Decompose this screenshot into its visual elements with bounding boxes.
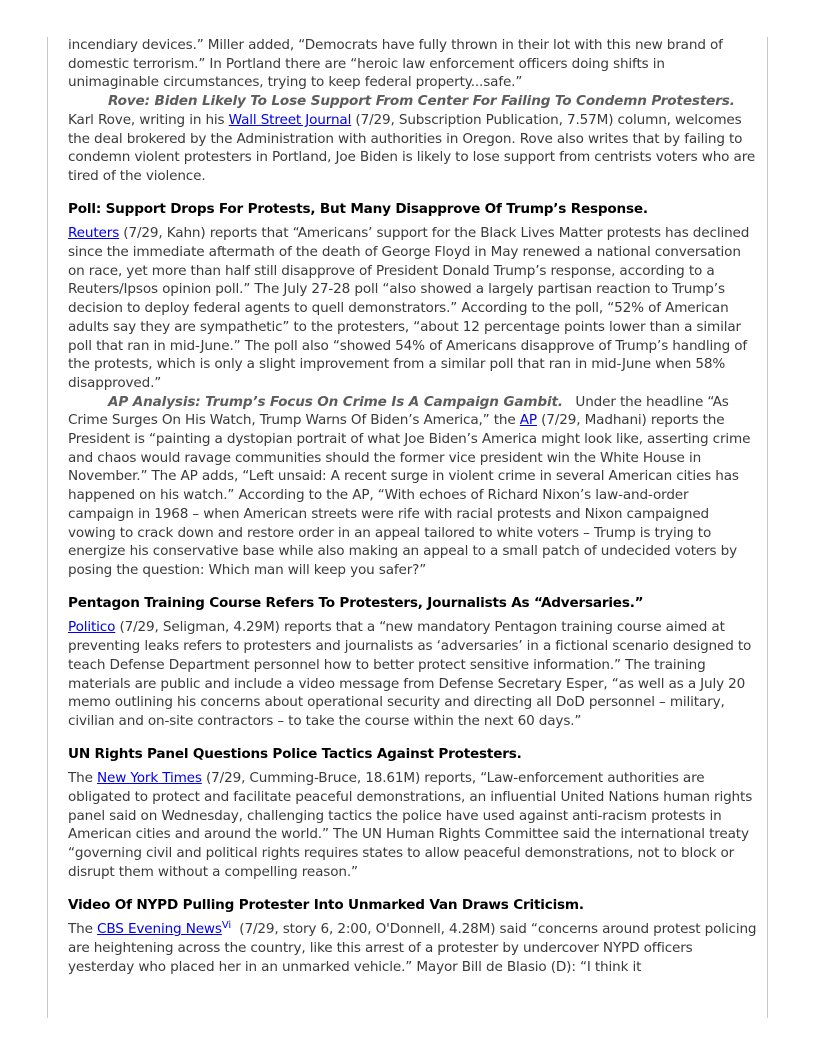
paragraph-cbs [68,920,761,976]
link-reuters[interactable]: Reuters [68,225,120,242]
link-ap[interactable]: AP [519,412,537,429]
heading-poll: Poll: Support Drops For Protests, But Many Disapprove Of Trump’s Response. [68,200,648,217]
runin-headline-rove: Rove: Biden Likely To Lose Support From Center For Failing To Condemn Protesters. [108,93,735,110]
politico-text: (7/29, Seligman, 4.29M) reports that a “new mandatory Pentagon training course aimed at preventing leaks refers to protesters and journalists as ‘adversaries’ in a fictional scenario designed to teach Defense Department personnel how to better protect sensitive information.” The training materials are public and include a video message from Defense Secretary Esper, “as well as a July 20 memo outlining his concerns about operational security and directing all DoD personnel – military, civilian and on-site contractors – to take the course within the next 60 days.” [68,619,752,729]
heading-nypd-video: Video Of NYPD Pulling Protester Into Unmarked Van Draws Criticism. [68,896,584,913]
heading-un-rights: UN Rights Panel Questions Police Tactics Against Protesters. [68,745,522,762]
rove-text-pre: Karl Rove, writing in his [68,93,748,128]
document-body [68,36,761,976]
cbs-text-pre: The [68,921,98,938]
link-cbs-evening-news[interactable]: CBS Evening News [97,921,222,938]
paragraph-reuters [68,224,758,392]
paragraph-ap-analysis [68,393,758,580]
paragraph-rove [68,92,758,186]
nyt-text-pre: The [68,770,98,787]
cbs-text: (7/29, story 6, 2:00, O'Donnell, 4.28M) said “concerns around protest policing are heightening across the country, like this arrest of a protester by undercover NYPD officers yesterday who placed her in an unmarked vehicle.” Mayor Bill de Blasio (D): “I think it [68,921,761,975]
link-wall-street-journal[interactable]: Wall Street Journal [228,111,352,128]
nyt-text: (7/29, Cumming-Bruce, 18.61M) reports, “Law-enforcement authorities are obligated to protect and facilitate peaceful demonstrations, an influential United Nations human rights panel said on Wednesday, challenging tactics the police have used against anti-racism protests in American cities and around the world.” The UN Human Rights Committee said the international treaty “governing civil and political rights requires states to allow peaceful demonstrations, not to block or disrupt them without a compelling reason.” [68,770,753,880]
heading-pentagon: Pentagon Training Course Refers To Protesters, Journalists As “Adversaries.” [68,594,644,611]
paragraph-nyt [68,769,758,881]
paragraph-politico [68,618,758,730]
ap-text-post: (7/29, Madhani) reports the President is “painting a dystopian portrait of what Joe Biden’s America might look like, asserting crime and chaos would ravage communities should the former vice president win the White House in November.” The AP adds, “Left unsaid: A recent surge in violent crime in several American cities has happened on his watch.” According to the AP, “With echoes of Richard Nixon’s law-and-order campaign in 1968 – when American streets were rife with racial protests and Nixon campaigned vowing to crack down and restore order in an appeal tailored to white voters – Trump is trying to energize his conservative base while also making an appeal to a small patch of undecided voters by posing the question: Which man will keep you safer?” [68,412,751,578]
ap-text-pre: Under the headline “As Crime Surges On His Watch, Trump Warns Of Biden’s America,” the [68,393,733,429]
paragraph-miller: incendiary devices.” Miller added, “Democrats have fully thrown in their lot with this new brand of domestic terrorism.” In Portland there are “heroic law enforcement officers doing shifts in unimaginable circumstances, trying to keep federal property...safe.” [68,37,723,91]
runin-headline-ap: AP Analysis: Trump’s Focus On Crime Is A Campaign Gambit. [108,393,563,410]
link-politico[interactable]: Politico [68,619,116,636]
reuters-text: (7/29, Kahn) reports that “Americans’ support for the Black Lives Matter protests has declined since the immediate aftermath of the death of George Floyd in May renewed a national conversation on race, yet more than half still disapprove of President Donald Trump’s response, according to a Reuters/Ipsos opinion poll.” The July 27-28 poll “also showed a largely partisan reaction to Trump’s decision to deploy federal agents to quell demonstrators.” According to the poll, “52% of American adults say they are sympathetic” to the protesters, “about 12 percentage points lower than a similar poll that ran in mid-June.” The poll also “showed 54% of Americans disapprove of Trump’s handling of the protests, which is only a slight improvement from a similar poll that ran in mid-June when 58% disapproved.” [68,225,750,391]
rove-text-post: (7/29, Subscription Publication, 7.57M) column, welcomes the deal brokered by the Administration with authorities in Oregon. Rove also writes that by failing to condemn violent protesters in Portland, Joe Biden is likely to lose support from centrists voters who are tired of the violence. [68,111,756,184]
link-new-york-times[interactable]: New York Times [97,770,202,787]
link-video-icon[interactable]: Vi [221,920,231,932]
